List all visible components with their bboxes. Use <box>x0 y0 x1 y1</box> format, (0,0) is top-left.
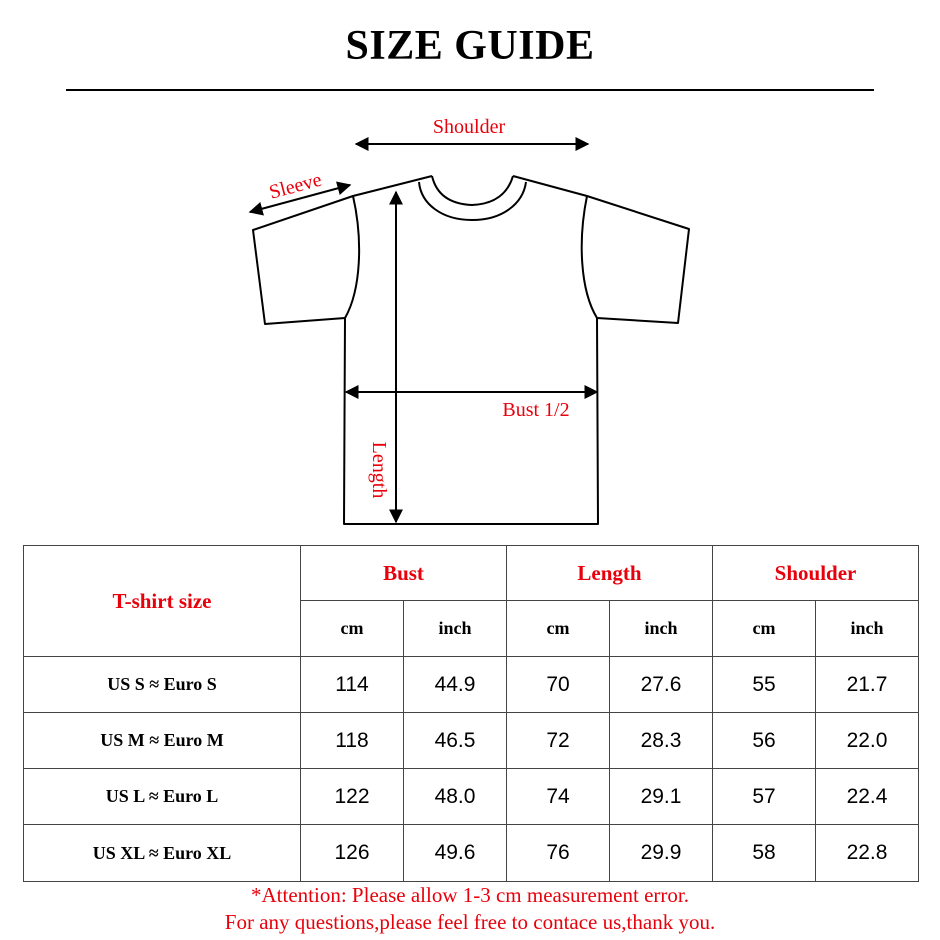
table-row <box>24 769 919 825</box>
value-cell: 118 <box>301 713 404 769</box>
length-label: Length <box>368 441 390 499</box>
size-name-cell: US L ≈ Euro L <box>24 769 301 825</box>
value-cell: 44.9 <box>404 657 507 713</box>
bust-label: Bust 1/2 <box>502 399 570 421</box>
table-header-row <box>24 546 919 601</box>
contact-note: For any questions,please feel free to contace us,thank you. <box>224 910 716 934</box>
unit-cell: cm <box>713 601 816 657</box>
measurement-note: *Attention: Please allow 1-3 cm measurement error. <box>251 883 689 907</box>
value-cell: 28.3 <box>610 713 713 769</box>
value-cell: 74 <box>507 769 610 825</box>
shoulder-header: Shoulder <box>713 546 919 601</box>
value-cell: 29.9 <box>610 825 713 882</box>
value-cell: 72 <box>507 713 610 769</box>
value-cell: 122 <box>301 769 404 825</box>
value-cell: 22.4 <box>816 769 919 825</box>
unit-cell: cm <box>301 601 404 657</box>
bust-header: Bust <box>301 546 507 601</box>
tshirt-outline <box>253 176 689 524</box>
size-name-cell: US XL ≈ Euro XL <box>24 825 301 882</box>
shoulder-label: Shoulder <box>432 116 506 138</box>
value-cell: 29.1 <box>610 769 713 825</box>
page-title: SIZE GUIDE <box>345 23 595 69</box>
value-cell: 58 <box>713 825 816 882</box>
size-table <box>23 545 919 882</box>
value-cell: 22.8 <box>816 825 919 882</box>
value-cell: 22.0 <box>816 713 919 769</box>
value-cell: 70 <box>507 657 610 713</box>
unit-cell: inch <box>610 601 713 657</box>
size-name-cell: US S ≈ Euro S <box>24 657 301 713</box>
table-row <box>24 713 919 769</box>
sleeve-label: Sleeve <box>266 168 325 204</box>
value-cell: 48.0 <box>404 769 507 825</box>
unit-cell: inch <box>816 601 919 657</box>
size-name-cell: US M ≈ Euro M <box>24 713 301 769</box>
value-cell: 27.6 <box>610 657 713 713</box>
value-cell: 114 <box>301 657 404 713</box>
value-cell: 76 <box>507 825 610 882</box>
value-cell: 21.7 <box>816 657 919 713</box>
table-row <box>24 657 919 713</box>
size-column-header: T-shirt size <box>24 546 301 657</box>
value-cell: 55 <box>713 657 816 713</box>
length-header: Length <box>507 546 713 601</box>
unit-cell: cm <box>507 601 610 657</box>
value-cell: 126 <box>301 825 404 882</box>
value-cell: 57 <box>713 769 816 825</box>
unit-cell: inch <box>404 601 507 657</box>
value-cell: 56 <box>713 713 816 769</box>
value-cell: 46.5 <box>404 713 507 769</box>
value-cell: 49.6 <box>404 825 507 882</box>
table-row <box>24 825 919 882</box>
